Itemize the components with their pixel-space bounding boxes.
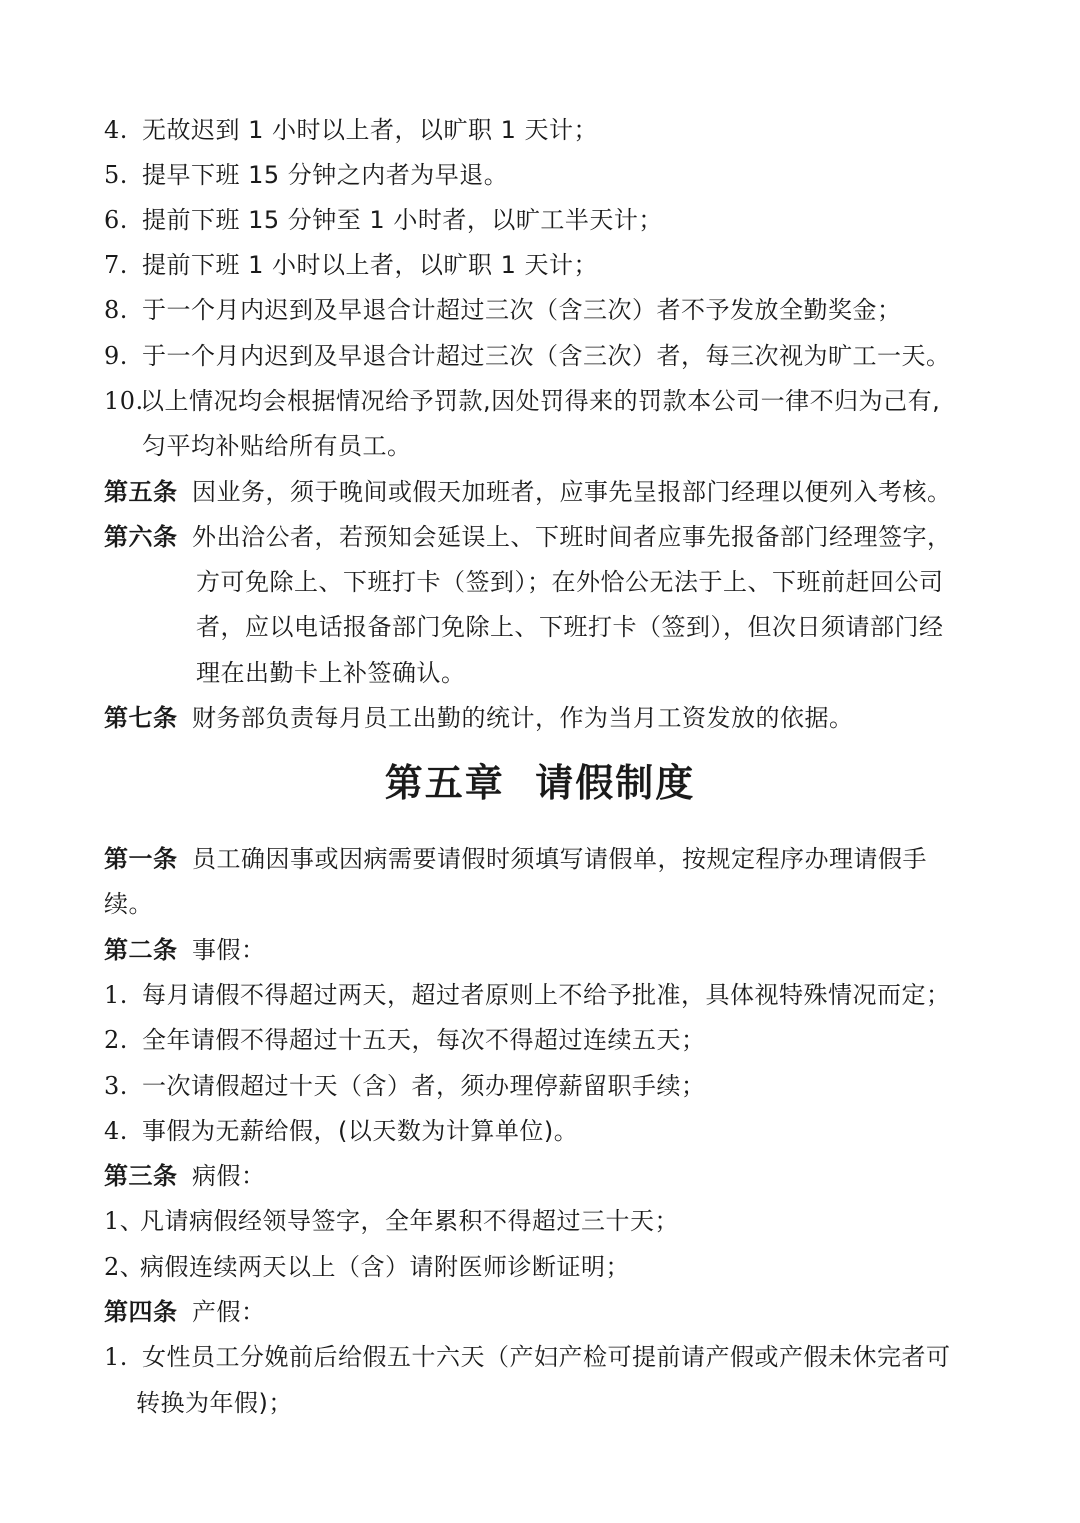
article-text: 续。 xyxy=(104,890,153,918)
ch5-article-4 xyxy=(104,1295,266,1329)
item-number: 1、 xyxy=(104,1207,145,1235)
list-item xyxy=(104,158,508,192)
list-item xyxy=(104,1204,679,1238)
item-text: 一次请假超过十天（含）者，须办理停薪留职手续； xyxy=(142,1072,706,1100)
list-item xyxy=(104,978,951,1012)
article-text: 病假： xyxy=(192,1162,266,1190)
item-number: 7. xyxy=(104,251,128,279)
item-number: 3. xyxy=(104,1072,128,1100)
item-text: 提早下班 15 分钟之内者为早退。 xyxy=(142,161,509,189)
article-text: 外出洽公者，若预知会延误上、下班时间者应事先报备部门经理签字， xyxy=(192,523,952,551)
article-label: 第七条 xyxy=(104,704,178,732)
list-item xyxy=(104,1069,706,1103)
article-text: 者，应以电话报备部门免除上、下班打卡（签到），但次日须请部门经 xyxy=(196,613,944,641)
article-text: 事假： xyxy=(192,936,266,964)
article-6 xyxy=(104,520,952,554)
chapter-title: 第五章 请假制度 xyxy=(384,761,696,805)
article-text: 财务部负责每月员工出勤的统计，作为当月工资发放的依据。 xyxy=(192,704,854,732)
article-text: 方可免除上、下班打卡（签到）；在外恰公无法于上、下班前赶回公司 xyxy=(196,568,944,596)
article-6-continuation xyxy=(196,656,466,690)
article-label: 第三条 xyxy=(104,1162,178,1190)
ch5-article-1-continuation xyxy=(104,887,153,921)
item-number: 10. xyxy=(104,387,144,415)
item-number: 9. xyxy=(104,342,128,370)
item-text: 女性员工分娩前后给假五十六天（产妇产检可提前请产假或产假未休完者可 xyxy=(142,1343,951,1371)
item-text: 全年请假不得超过十五天，每次不得超过连续五天； xyxy=(142,1026,706,1054)
article-6-continuation xyxy=(196,610,944,644)
item-number: 1. xyxy=(104,1343,128,1371)
item-text: 凡请病假经领导签字，全年累积不得超过三十天； xyxy=(140,1207,679,1235)
list-item xyxy=(104,203,663,237)
ch5-article-2 xyxy=(104,933,266,967)
item-number: 8. xyxy=(104,296,128,324)
article-6-continuation xyxy=(196,565,944,599)
list-item-continuation xyxy=(142,429,412,463)
article-label: 第二条 xyxy=(104,936,178,964)
list-item xyxy=(104,1023,706,1057)
article-7 xyxy=(104,701,854,735)
item-text: 于一个月内迟到及早退合计超过三次（含三次）者，每三次视为旷工一天。 xyxy=(142,342,951,370)
item-text: 匀平均补贴给所有员工。 xyxy=(142,432,412,460)
item-text: 于一个月内迟到及早退合计超过三次（含三次）者不予发放全勤奖金； xyxy=(142,296,902,324)
list-item-continuation xyxy=(136,1386,293,1420)
article-text: 因业务，须于晚间或假天加班者，应事先呈报部门经理以便列入考核。 xyxy=(192,478,952,506)
article-5 xyxy=(104,475,952,509)
item-number: 5. xyxy=(104,161,128,189)
article-text: 产假： xyxy=(192,1298,266,1326)
list-item xyxy=(104,293,902,327)
ch5-article-1 xyxy=(104,842,927,876)
article-label: 第五条 xyxy=(104,478,178,506)
article-text: 员工确因事或因病需要请假时须填写请假单，按规定程序办理请假手 xyxy=(192,845,927,873)
item-text: 事假为无薪给假，(以天数为计算单位)。 xyxy=(142,1117,579,1145)
list-item xyxy=(104,248,598,282)
item-number: 2. xyxy=(104,1026,128,1054)
item-number: 2、 xyxy=(104,1253,145,1281)
list-item xyxy=(104,1114,578,1148)
item-text: 每月请假不得超过两天，超过者原则上不给予批准，具体视特殊情况而定； xyxy=(142,981,951,1009)
item-number: 4. xyxy=(104,116,128,144)
list-item xyxy=(104,1340,951,1374)
item-text: 提前下班 15 分钟至 1 小时者，以旷工半天计； xyxy=(142,206,663,234)
item-text: 病假连续两天以上（含）请附医师诊断证明； xyxy=(140,1253,630,1281)
list-item xyxy=(104,1250,630,1284)
article-label: 第六条 xyxy=(104,523,178,551)
article-text: 理在出勤卡上补签确认。 xyxy=(196,659,466,687)
item-number: 6. xyxy=(104,206,128,234)
list-item xyxy=(104,113,598,147)
item-text: 转换为年假)； xyxy=(136,1389,293,1417)
ch5-article-3 xyxy=(104,1159,266,1193)
list-item xyxy=(104,339,951,373)
item-text: 以上情况均会根据情况给予罚款,因处罚得来的罚款本公司一律不归为己有, xyxy=(140,387,941,415)
article-label: 第四条 xyxy=(104,1298,178,1326)
item-text: 提前下班 1 小时以上者，以旷职 1 天计； xyxy=(142,251,599,279)
item-number: 1. xyxy=(104,981,128,1009)
list-item xyxy=(104,384,940,418)
item-number: 4. xyxy=(104,1117,128,1145)
item-text: 无故迟到 1 小时以上者，以旷职 1 天计； xyxy=(142,116,599,144)
article-label: 第一条 xyxy=(104,845,178,873)
